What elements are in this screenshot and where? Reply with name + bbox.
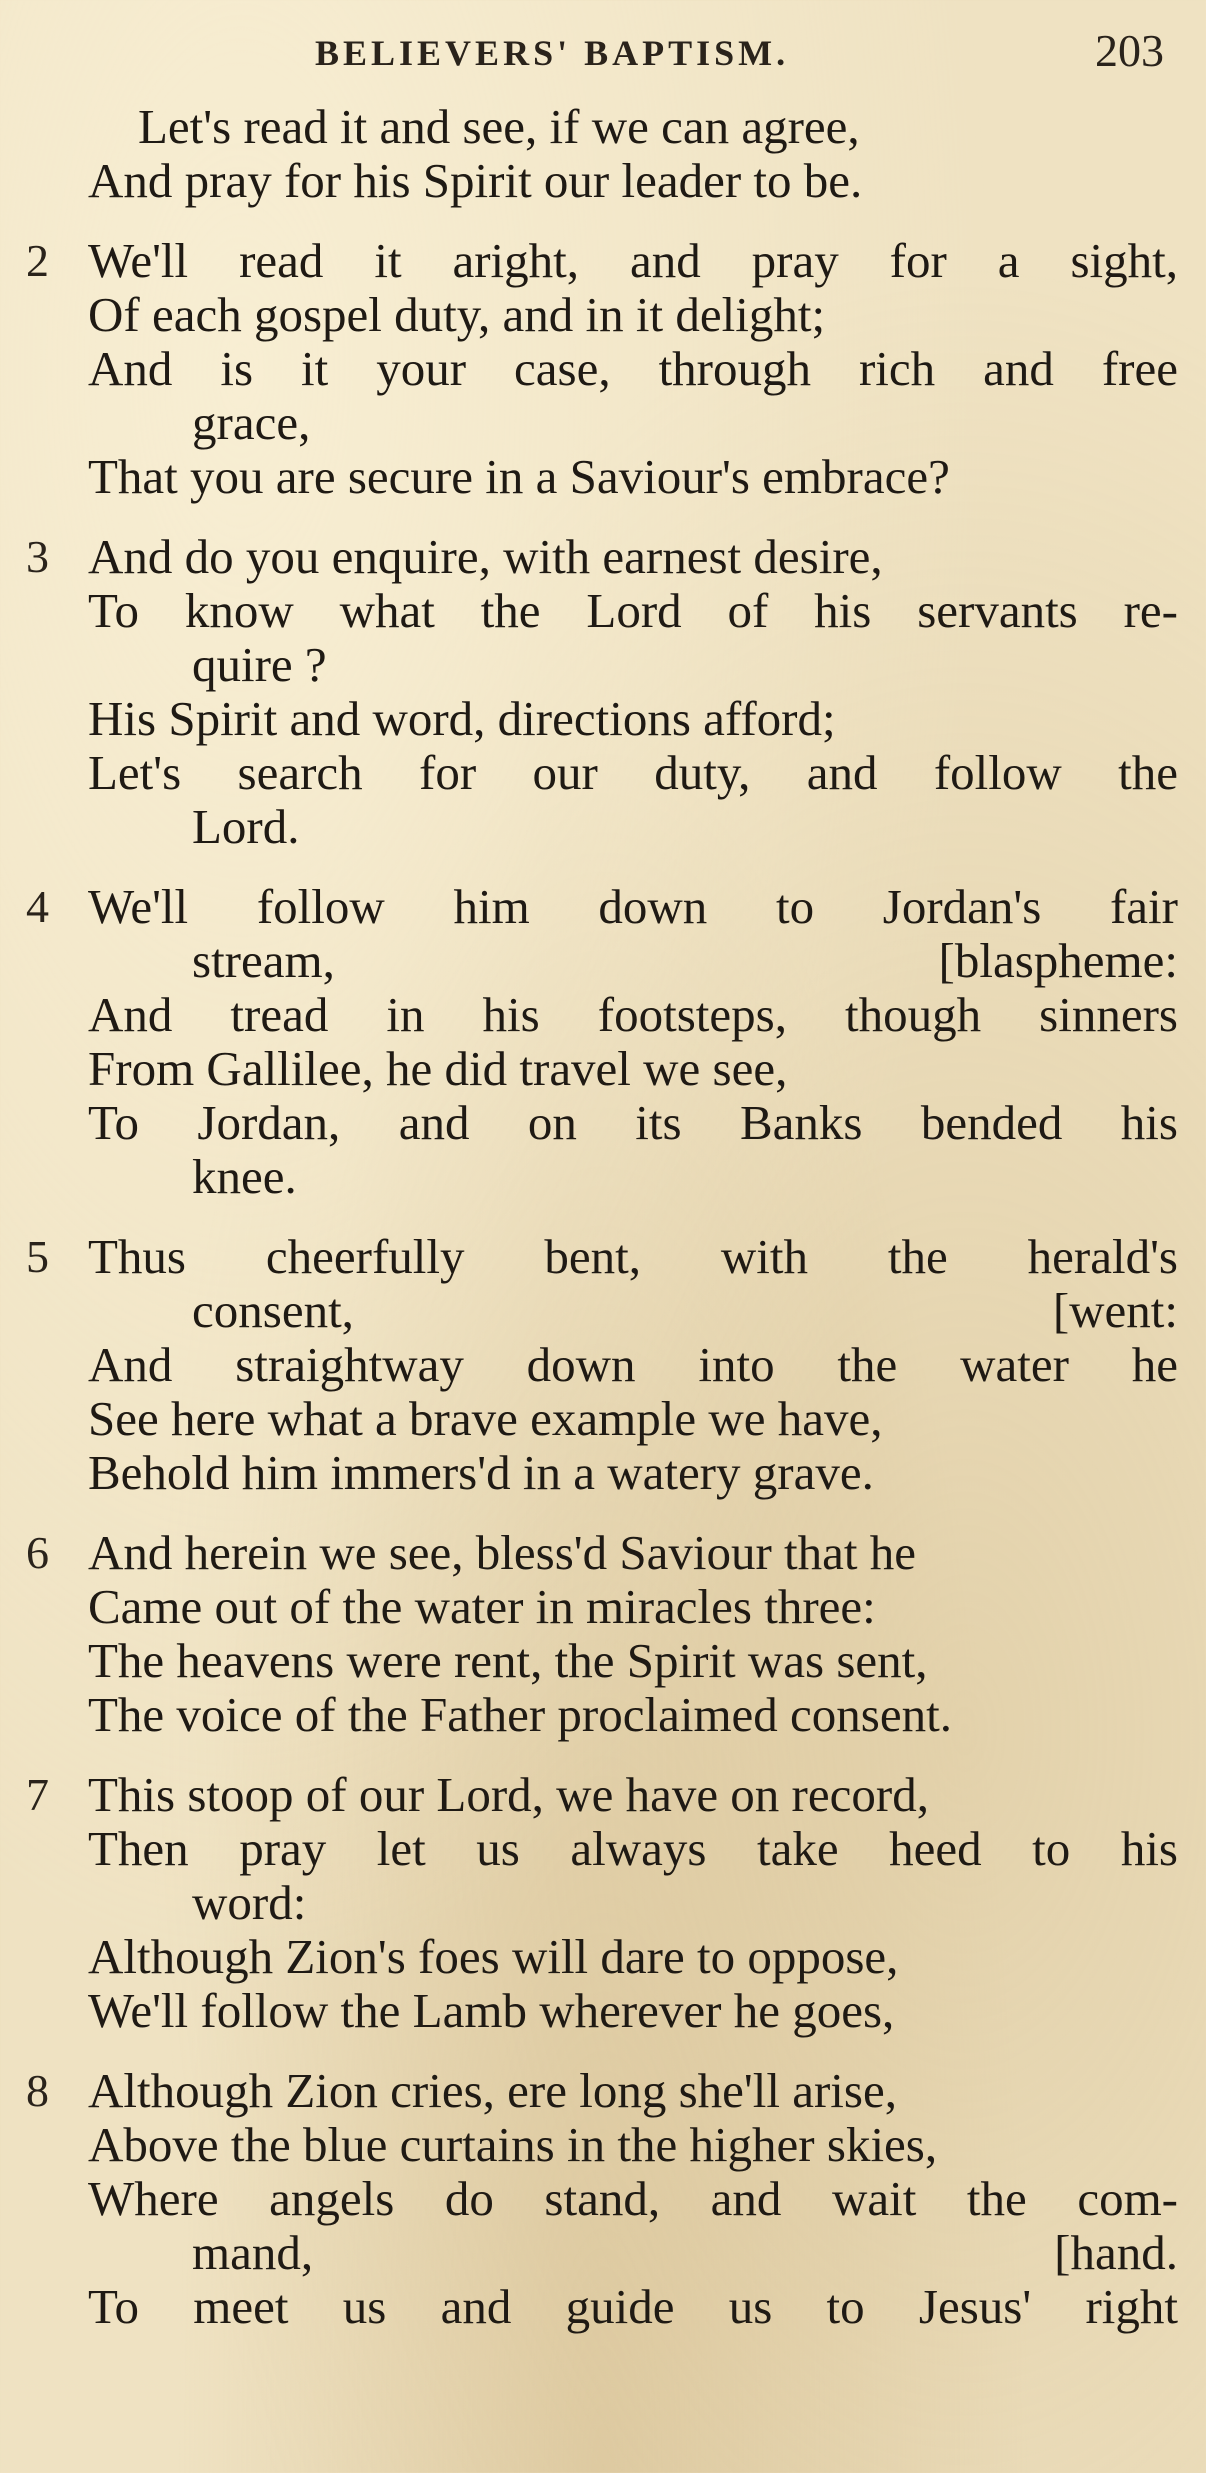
verse-line: Although Zion cries, ere long she'll arise, [88, 2063, 897, 2118]
stanza-3 [0, 530, 1206, 854]
verse-line: grace, [192, 395, 311, 450]
page-header [0, 14, 1206, 78]
verse-line: To know what the Lord of his servants re- [88, 583, 1178, 638]
verse-line: To Jordan, and on its Banks bended his [88, 1095, 1178, 1150]
verse-line: We'll follow the Lamb wherever he goes, [88, 1983, 895, 2038]
verse-line-turnover: stream, [192, 933, 335, 988]
verse-line: quire ? [192, 637, 327, 692]
verse-line: Of each gospel duty, and in it delight; [88, 287, 826, 342]
stanza-number: 3 [26, 531, 49, 582]
stanza-number: 4 [26, 881, 49, 932]
verse-line: This stoop of our Lord, we have on record, [88, 1767, 929, 1822]
verse-line: His Spirit and word, directions afford; [88, 691, 836, 746]
verse-line: word: [192, 1875, 307, 1930]
verse-line: To meet us and guide us to Jesus' right [88, 2279, 1178, 2334]
verse-line-turnover: consent, [192, 1283, 354, 1338]
verse-line: From Gallilee, he did travel we see, [88, 1041, 788, 1096]
stanza-6 [0, 1526, 1206, 1742]
stanza-8 [0, 2064, 1206, 2334]
verse-line: Above the blue curtains in the higher skies, [88, 2117, 938, 2172]
stanza-number: 6 [26, 1527, 49, 1578]
verse-line-bracketed: [went: [1052, 1283, 1178, 1338]
verse-line: Lord. [192, 799, 300, 854]
verse-line: See here what a brave example we have, [88, 1391, 883, 1446]
verse-line: The voice of the Father proclaimed consent. [88, 1687, 952, 1742]
verse-line-split [192, 2226, 1178, 2280]
stanza-number: 8 [26, 2065, 49, 2116]
stanza-number: 5 [26, 1231, 49, 1282]
verse-line: Where angels do stand, and wait the com- [88, 2171, 1178, 2226]
verse-line-bracketed: [hand. [1054, 2225, 1178, 2280]
hymn-text [0, 100, 1206, 2360]
running-head: BELIEVERS' BAPTISM. [315, 33, 790, 73]
stanza-4 [0, 880, 1206, 1204]
stanza-opening [0, 100, 1206, 208]
verse-line-split [192, 1284, 1178, 1338]
verse-line-bracketed: [blaspheme: [938, 933, 1178, 988]
verse-line: Then pray let us always take heed to his [88, 1821, 1178, 1876]
verse-line: Let's search for our duty, and follow the [88, 745, 1178, 800]
verse-line: Thus cheerfully bent, with the herald's [88, 1229, 1178, 1284]
verse-line: The heavens were rent, the Spirit was sent, [88, 1633, 928, 1688]
verse-line-split [192, 934, 1178, 988]
verse-line: Let's read it and see, if we can agree, [138, 99, 860, 154]
verse-line: Behold him immers'd in a watery grave. [88, 1445, 874, 1500]
verse-line: And tread in his footsteps, though sinners [88, 987, 1178, 1042]
verse-line: We'll read it aright, and pray for a sight, [88, 233, 1178, 288]
verse-line: And pray for his Spirit our leader to be. [88, 153, 863, 208]
stanza-2 [0, 234, 1206, 504]
verse-line: We'll follow him down to Jordan's fair [88, 879, 1178, 934]
stanza-number: 7 [26, 1769, 49, 1820]
stanza-number: 2 [26, 235, 49, 286]
verse-line: And is it your case, through rich and free [88, 341, 1178, 396]
verse-line: Although Zion's foes will dare to oppose, [88, 1929, 899, 1984]
verse-line-turnover: mand, [192, 2225, 314, 2280]
stanza-7 [0, 1768, 1206, 2038]
page-number: 203 [1095, 25, 1164, 76]
verse-line: That you are secure in a Saviour's embrace? [88, 449, 950, 504]
verse-line: And do you enquire, with earnest desire, [88, 529, 883, 584]
verse-line: knee. [192, 1149, 297, 1204]
stanza-5 [0, 1230, 1206, 1500]
verse-line: Came out of the water in miracles three: [88, 1579, 876, 1634]
verse-line: And herein we see, bless'd Saviour that he [88, 1525, 916, 1580]
verse-line: And straightway down into the water he [88, 1337, 1178, 1392]
